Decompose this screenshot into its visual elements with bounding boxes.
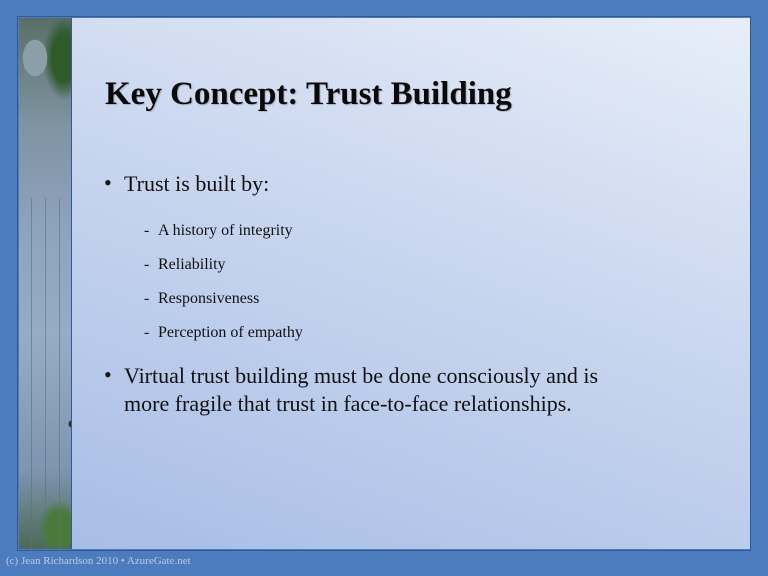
sub-item [144, 324, 303, 342]
dash-icon: - [144, 256, 150, 273]
dash-icon: - [144, 324, 150, 341]
slide-content [71, 18, 750, 549]
sub-item-text: Reliability [158, 256, 226, 273]
sub-item [144, 222, 293, 240]
sub-item-text: Responsiveness [158, 290, 260, 307]
footer-copyright: (c) Jean Richardson 2010 • AzureGate.net [6, 555, 191, 567]
slide-title: Key Concept: Trust Building [105, 76, 512, 112]
bullet-icon: • [104, 362, 112, 387]
plank-line [31, 198, 32, 549]
dash-icon: - [144, 290, 150, 307]
door-photo [19, 18, 71, 549]
sub-item [144, 290, 259, 308]
bullet-text: Virtual trust building must be done consciously and is [124, 363, 599, 388]
plank-line [59, 198, 60, 549]
bullet-icon: • [104, 170, 112, 195]
plank-line [45, 198, 46, 549]
sub-item-text: Perception of empathy [158, 324, 303, 341]
bullet-text-line2: more fragile that trust in face-to-face relationships. [124, 391, 572, 416]
sub-item [144, 256, 226, 274]
dash-icon: - [144, 222, 150, 239]
bullet-text: Trust is built by: [124, 171, 270, 196]
sub-item-text: A history of integrity [158, 222, 293, 239]
